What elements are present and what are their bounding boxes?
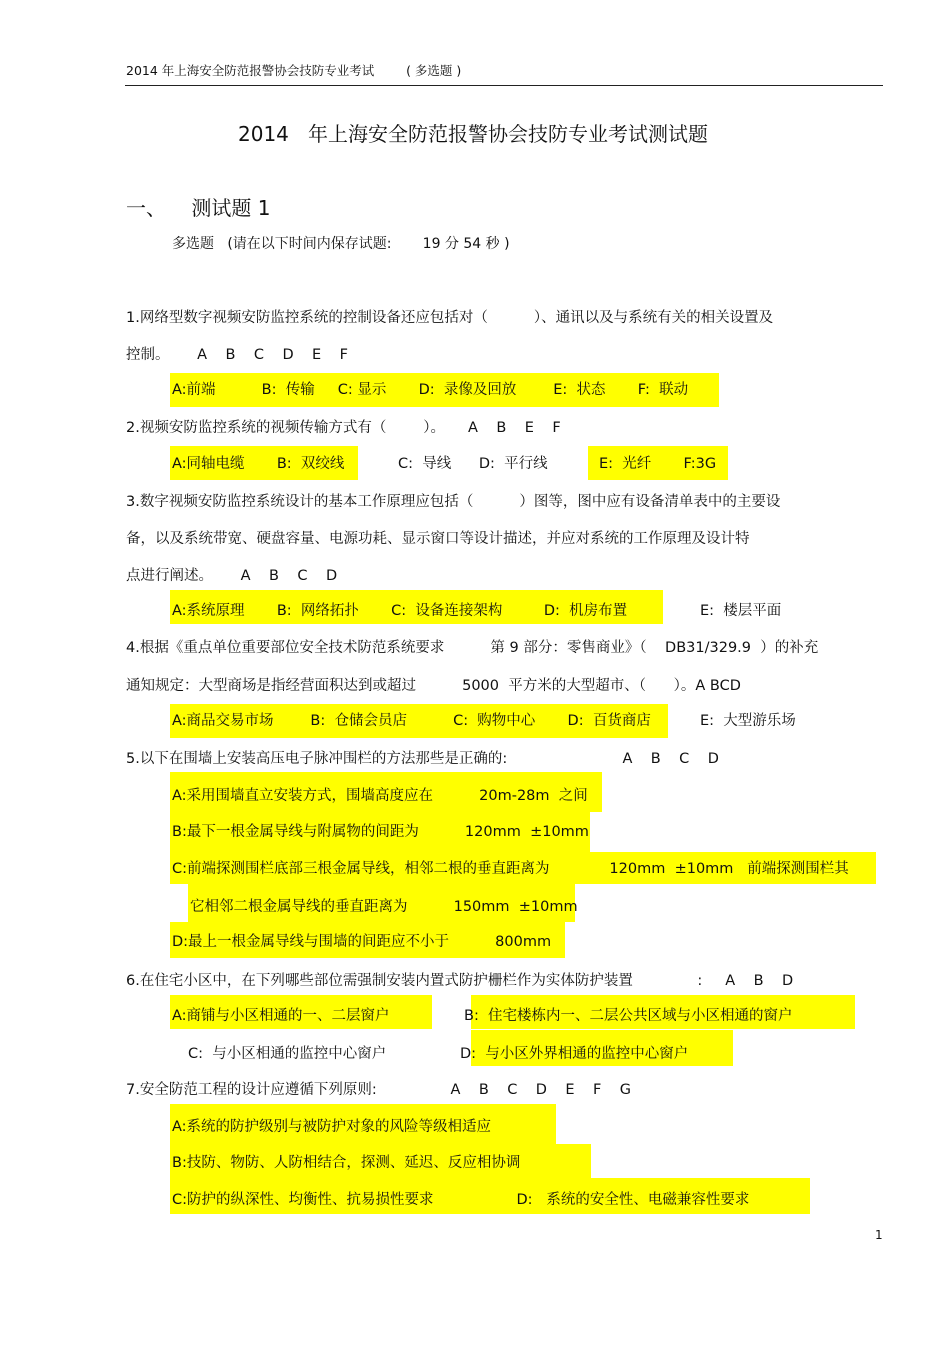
question-text: 控制。 A B C D E F [126, 347, 348, 363]
question-text: 备，以及系统带宽、硬盘容量、电源功耗、显示窗口等设计描述，并应对系统的工作原理及设计特 [126, 531, 750, 547]
option-row: 它相邻二根金属导线的垂直距离为 150mm ±10mm [190, 899, 578, 915]
option-row: A:系统原理 B: 网络拓扑 C: 设备连接架构 D: 机房布置 [172, 603, 628, 619]
question-text: 4.根据《重点单位重要部位安全技术防范系统要求 第 9 部分：零售商业》（ DB31/329.9 ）的补充 [126, 640, 819, 656]
document-title: 2014 年上海安全防范报警协会技防专业考试测试题 [238, 122, 708, 146]
option-row: A:商品交易市场 B: 仓储会员店 C: 购物中心 D: 百货商店 [172, 713, 651, 729]
option-row: C: 与小区相通的监控中心窗户 [188, 1046, 387, 1062]
option-row: D:最上一根金属导线与围墙的间距应不小于 800mm [172, 934, 552, 950]
option-row: B:技防、物防、人防相结合，探测、延迟、反应相协调 [172, 1155, 521, 1171]
option-row: E: 光纤 F:3G [599, 456, 717, 472]
header-rule [125, 85, 883, 86]
option-row: C:防护的纵深性、均衡性、抗易损性要求 D: 系统的安全性、电磁兼容性要求 [172, 1192, 750, 1208]
question-text: 6.在住宅小区中，在下列哪些部位需强制安装内置式防护栅栏作为实体防护装置 : A B D [126, 973, 794, 989]
section-heading: 一、 测试题 1 [126, 196, 271, 220]
option-row: A:前端 B: 传输 C: 显示 D: 录像及回放 E: 状态 F: 联动 [172, 382, 689, 398]
option-row: C: 导线 D: 平行线 [398, 456, 548, 472]
option-row: B:最下一根金属导线与附属物的间距为 120mm ±10mm [172, 824, 589, 840]
option-row: C:前端探测围栏底部三根金属导线，相邻二根的垂直距离为 120mm ±10mm 前端探测围栏其 [172, 861, 849, 877]
option-row: A:系统的防护级别与被防护对象的风险等级相适应 [172, 1119, 492, 1135]
question-text: 3.数字视频安防监控系统设计的基本工作原理应包括（ ）图等，图中应有设备清单表中的主要设 [126, 494, 781, 510]
option-row: A:同轴电缆 B: 双绞线 [172, 456, 345, 472]
question-text: 5.以下在围墙上安装高压电子脉冲围栏的方法那些是正确的: A B C D [126, 751, 719, 767]
option-row: B: 住宅楼栋内一、二层公共区域与小区相通的窗户 [464, 1008, 793, 1024]
option-row: A:商铺与小区相通的一、二层窗户 [172, 1008, 390, 1024]
question-text: 1.网络型数字视频安防监控系统的控制设备还应包括对（ ）、通讯以及与系统有关的相关设置及 [126, 310, 774, 326]
question-text: 2.视频安防监控系统的视频传输方式有（ ）。 A B E F [126, 420, 561, 436]
question-text: 通知规定：大型商场是指经营面积达到或超过 5000 平方米的大型超市、（ ）。A BCD [126, 678, 741, 694]
question-text: 7.安全防范工程的设计应遵循下列原则: A B C D E F G [126, 1082, 631, 1098]
page-number: 1 [875, 1228, 883, 1242]
option-row: D: 与小区外界相通的监控中心窗户 [460, 1046, 689, 1062]
question-text: 点进行阐述。 A B C D [126, 568, 338, 584]
running-header: 2014 年上海安全防范报警协会技防专业考试 ( 多选题 ) [126, 63, 462, 78]
timer-subtitle: 多选题 (请在以下时间内保存试题: 19 分 54 秒 ) [172, 236, 510, 252]
option-row: E: 楼层平面 [700, 603, 782, 619]
option-row: A:采用围墙直立安装方式，围墙高度应在 20m-28m 之间 [172, 788, 588, 804]
option-row: E: 大型游乐场 [700, 713, 796, 729]
